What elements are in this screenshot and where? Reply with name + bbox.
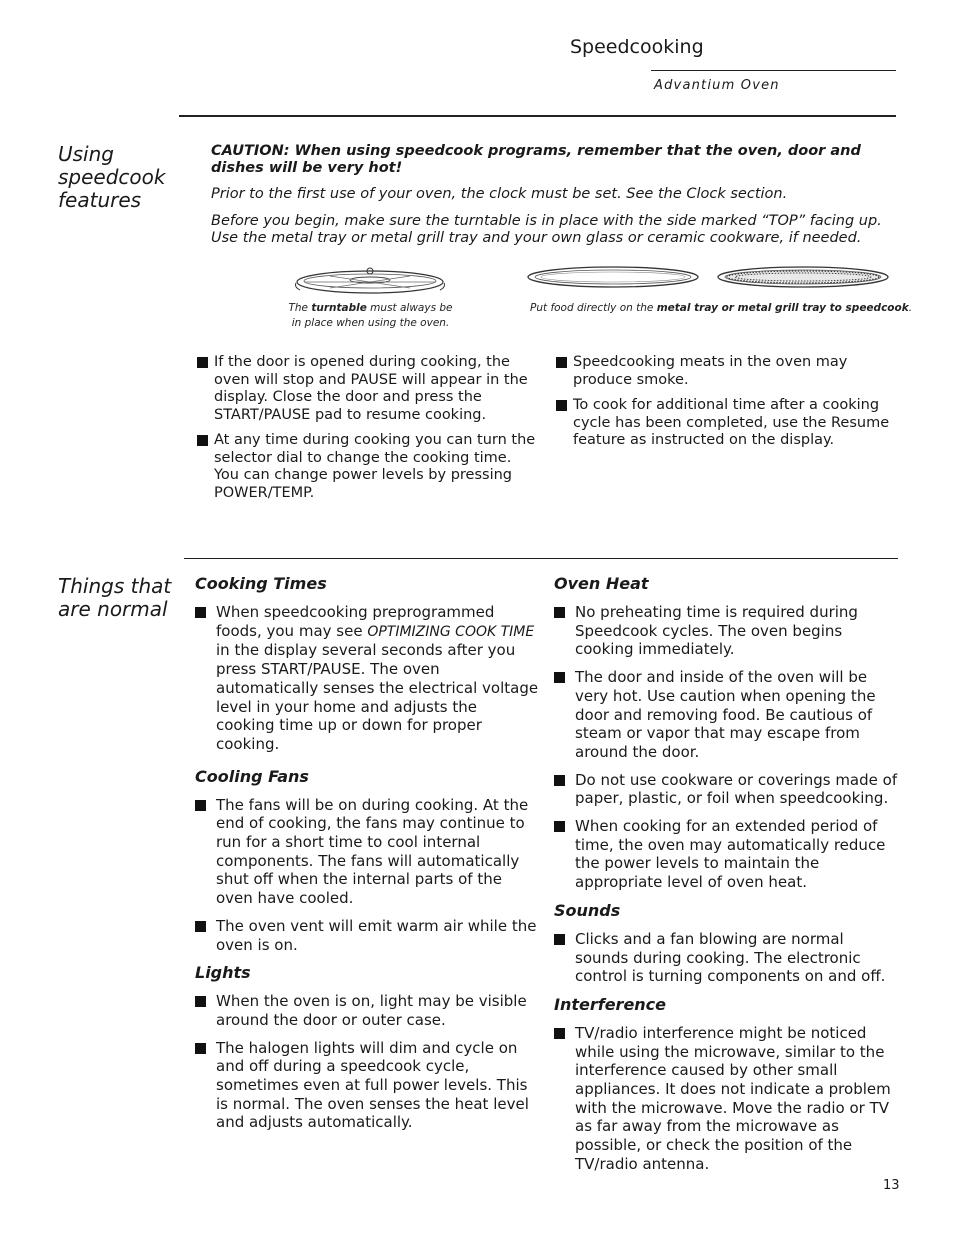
caption-right-post: . bbox=[908, 302, 913, 314]
features-intro bbox=[211, 143, 891, 247]
section-divider bbox=[184, 558, 898, 559]
list-item bbox=[195, 1039, 540, 1133]
cooling-fans-list bbox=[195, 796, 540, 955]
bullet-square-icon bbox=[195, 1043, 206, 1054]
list-item bbox=[195, 603, 540, 754]
bullet-square-icon bbox=[554, 775, 565, 786]
bullet-text: At any time during cooking you can turn the selector dial to change the cooking time. You can change power levels by pressing POWER/TEMP. bbox=[214, 432, 536, 501]
list-item bbox=[554, 817, 899, 892]
features-bullets-left bbox=[197, 354, 539, 510]
clock-note: Prior to the first use of your oven, the clock must be set. See the Clock section. bbox=[211, 186, 788, 202]
list-item bbox=[554, 1024, 899, 1174]
bullet-text: The halogen lights will dim and cycle on and off during a speedcook cycle, sometimes even at full power levels. This is normal. The oven senses the heat level and adjusts automatically. bbox=[216, 1038, 529, 1132]
bullet-square-icon bbox=[195, 921, 206, 932]
bullet-text: TV/radio interference might be noticed while using the microwave, similar to the interference caused by other small appliances. It does not indicate a problem with the microwave. Move the radio or TV as far away from the microwave as possible, or check the position of the TV/radio antenna. bbox=[575, 1023, 891, 1173]
bullet-square-icon bbox=[554, 934, 565, 945]
metal-grill-tray-illustration bbox=[715, 264, 891, 290]
list-item bbox=[195, 917, 540, 954]
bullet-text: When the oven is on, light may be visible around the door or outer case. bbox=[216, 992, 527, 1029]
bullet-text: To cook for additional time after a cooking cycle has been completed, use the Resume feature as instructed on the display. bbox=[573, 397, 890, 448]
oven-heat-heading: Oven Heat bbox=[554, 574, 649, 593]
display-message: OPTIMIZING COOK TIME bbox=[367, 623, 535, 640]
oven-heat-list bbox=[554, 603, 899, 892]
list-item bbox=[195, 992, 540, 1029]
list-item bbox=[554, 771, 899, 808]
lights-list bbox=[195, 992, 540, 1132]
caption-left-pre: The bbox=[288, 302, 312, 314]
caption-left-post: must always be in place when using the oven. bbox=[291, 302, 453, 329]
normal-heading: Things that are normal bbox=[58, 574, 172, 621]
metal-tray-illustration bbox=[525, 264, 701, 290]
bullet-square-icon bbox=[554, 1028, 565, 1039]
caution-text: CAUTION: When using speedcook programs, remember that the oven, door and dishes will be very hot! bbox=[211, 143, 861, 176]
bullet-square-icon bbox=[195, 800, 206, 811]
normal-left-column bbox=[195, 574, 540, 1141]
interference-heading: Interference bbox=[554, 994, 667, 1014]
list-item bbox=[554, 668, 899, 762]
bullet-text: When cooking for an extended period of time, the oven may automatically reduce the power levels to maintain the appropriate level of oven heat. bbox=[575, 817, 886, 892]
bullet-text: The oven vent will emit warm air while the oven is on. bbox=[216, 916, 537, 954]
bullet-text: The door and inside of the oven will be very hot. Use caution when opening the door and removing food. Be cautious of steam or vapor that may escape from around the door. bbox=[575, 668, 876, 761]
lights-heading: Lights bbox=[195, 963, 251, 983]
page-number: 13 bbox=[883, 1178, 900, 1193]
cooking-times-heading: Cooking Times bbox=[195, 574, 327, 593]
turntable-illustration bbox=[290, 265, 450, 299]
bullet-text: When speedcooking preprogrammed foods, you may see bbox=[216, 603, 495, 640]
bullet-text: Do not use cookware or coverings made of paper, plastic, or foil when speedcooking. bbox=[575, 770, 898, 808]
bullet-square-icon bbox=[556, 357, 567, 368]
list-item bbox=[554, 603, 899, 659]
section-title: Speedcooking bbox=[570, 36, 704, 58]
bullet-text: No preheating time is required during Speedcook cycles. The oven begins cooking immediately. bbox=[575, 603, 858, 659]
interference-list bbox=[554, 1024, 899, 1174]
bullet-square-icon bbox=[554, 672, 565, 683]
list-item bbox=[197, 432, 539, 502]
features-heading: Using speedcook features bbox=[58, 142, 166, 212]
bullet-text: in the display several seconds after you press START/PAUSE. The oven automatically senses the electrical voltage level in your home and adjusts the cooking time up or down for proper cooking. bbox=[216, 641, 539, 753]
cooling-fans-heading: Cooling Fans bbox=[195, 766, 309, 786]
features-bullets-right bbox=[556, 354, 891, 458]
list-item bbox=[554, 930, 899, 986]
list-item bbox=[197, 354, 539, 424]
cooking-times-list bbox=[195, 603, 540, 754]
sounds-heading: Sounds bbox=[554, 900, 621, 920]
turntable-caption bbox=[283, 301, 458, 331]
top-divider bbox=[179, 115, 896, 117]
caption-right-bold: metal tray or metal grill tray to speedcook bbox=[656, 302, 909, 314]
caption-right-pre: Put food directly on the bbox=[530, 302, 657, 314]
product-subtitle: Advantium Oven bbox=[654, 78, 780, 93]
bullet-text: The fans will be on during cooking. At the end of cooking, the fans may continue to run for a short time to cool internal components. The fans will automatically shut off when the internal parts of the oven have cooled. bbox=[216, 795, 529, 908]
bullet-square-icon bbox=[195, 607, 206, 618]
caption-left-bold: turntable bbox=[311, 302, 367, 314]
bullet-text: Speedcooking meats in the oven may produce smoke. bbox=[573, 354, 848, 388]
turntable-note: Before you begin, make sure the turntable is in place with the side marked “TOP” facing up. Use the metal tray or metal grill tray and your own glass or ceramic cookware, if needed. bbox=[211, 213, 882, 246]
list-item bbox=[195, 796, 540, 908]
bullet-square-icon bbox=[197, 435, 208, 446]
bullet-text: Clicks and a fan blowing are normal sounds during cooking. The electronic control is turning components on and off. bbox=[575, 929, 886, 986]
bullet-square-icon bbox=[554, 607, 565, 618]
bullet-text: If the door is opened during cooking, the oven will stop and PAUSE will appear in the display. Close the door and press the START/PAUSE pad to resume cooking. bbox=[214, 354, 528, 423]
normal-right-column bbox=[554, 574, 899, 1183]
header-divider bbox=[651, 70, 896, 71]
list-item bbox=[556, 397, 891, 450]
list-item bbox=[556, 354, 891, 389]
bullet-square-icon bbox=[195, 996, 206, 1007]
bullet-square-icon bbox=[554, 821, 565, 832]
sounds-list bbox=[554, 930, 899, 986]
metal-tray-caption bbox=[530, 301, 913, 316]
bullet-square-icon bbox=[556, 400, 567, 411]
bullet-square-icon bbox=[197, 357, 208, 368]
